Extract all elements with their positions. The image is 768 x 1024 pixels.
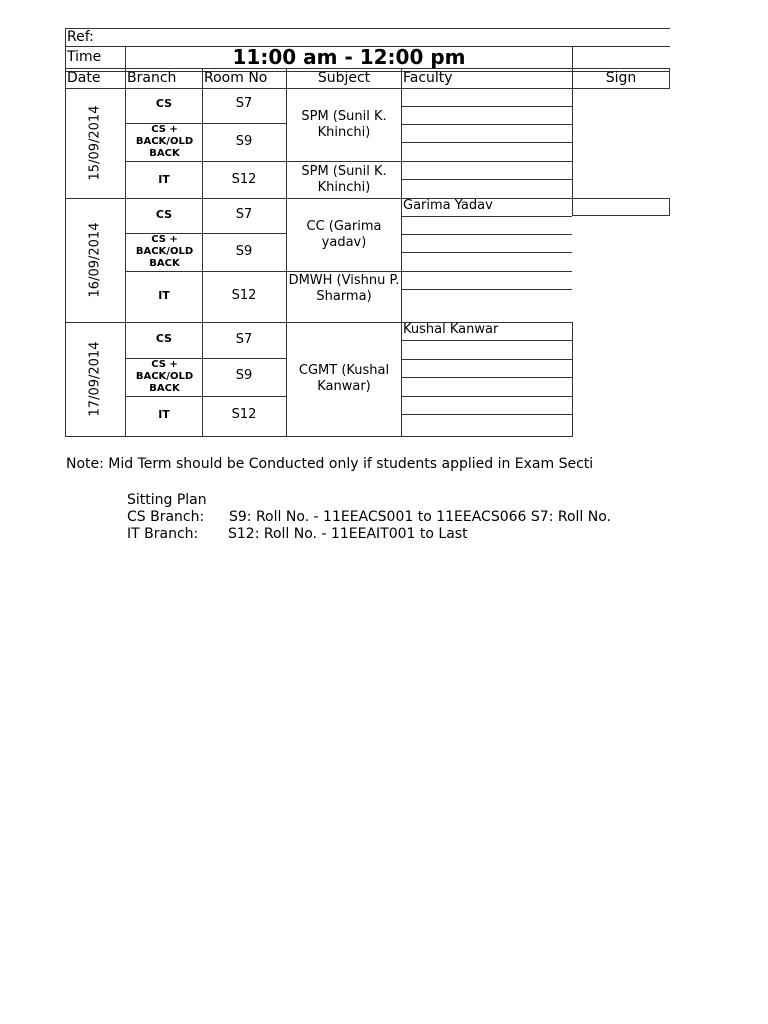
- ref-label: Ref:: [67, 29, 94, 45]
- grid-line: [401, 142, 572, 143]
- grid-line: [401, 216, 572, 217]
- branch-cell: CS + BACK/OLD BACK: [135, 124, 194, 159]
- date-cell: 15/09/2014: [87, 105, 103, 181]
- time-value: 11:00 am - 12:00 pm: [232, 45, 466, 69]
- it-branch-plan: S12: Roll No. - 11EEAIT001 to Last: [228, 526, 468, 542]
- exam-note: Note: Mid Term should be Conducted only if students applied in Exam Secti: [66, 456, 594, 472]
- grid-line: [125, 271, 402, 272]
- grid-line: [65, 88, 670, 89]
- room-cell: S9: [235, 368, 253, 383]
- room-cell: S7: [235, 207, 253, 222]
- branch-cell: CS: [155, 97, 173, 110]
- it-branch-label: IT Branch:: [127, 526, 199, 542]
- date-cell: 16/09/2014: [87, 222, 103, 298]
- room-cell: S7: [235, 332, 253, 347]
- date-cell: 17/09/2014: [87, 341, 103, 417]
- sitting-plan-title: Sitting Plan: [127, 492, 207, 508]
- grid-line: [401, 252, 572, 253]
- grid-line: [401, 396, 572, 397]
- grid-line: [572, 46, 573, 215]
- room-cell: S12: [231, 407, 257, 422]
- room-cell: S7: [235, 96, 253, 111]
- grid-line: [401, 179, 572, 180]
- column-header-faculty: Faculty: [403, 70, 453, 86]
- subject-cell: DMWH (Vishnu P. Sharma): [288, 273, 400, 304]
- column-header-branch: Branch: [127, 70, 177, 86]
- branch-cell: IT: [158, 173, 170, 186]
- cs-branch-label: CS Branch:: [127, 509, 205, 525]
- grid-line: [65, 28, 670, 29]
- room-cell: S12: [231, 172, 257, 187]
- grid-line: [65, 436, 573, 437]
- subject-cell: CC (Garima yadav): [306, 219, 382, 250]
- branch-cell: IT: [158, 408, 170, 421]
- room-cell: S9: [235, 134, 253, 149]
- grid-line: [401, 124, 572, 125]
- branch-cell: CS + BACK/OLD BACK: [135, 359, 194, 394]
- grid-line: [401, 414, 572, 415]
- grid-line: [401, 359, 572, 360]
- grid-line: [401, 271, 572, 272]
- branch-cell: CS + BACK/OLD BACK: [135, 234, 194, 269]
- grid-line: [669, 68, 670, 88]
- grid-line: [65, 198, 670, 199]
- grid-line: [572, 322, 573, 436]
- grid-line: [401, 234, 572, 235]
- grid-line: [401, 377, 572, 378]
- grid-line: [125, 161, 402, 162]
- column-header-date: Date: [67, 70, 101, 86]
- faculty-cell: Garima Yadav: [403, 198, 493, 213]
- faculty-cell: Kushal Kanwar: [403, 322, 499, 337]
- subject-cell: SPM (Sunil K. Khinchi): [301, 109, 387, 140]
- grid-line: [401, 161, 572, 162]
- room-cell: S12: [231, 288, 257, 303]
- time-label: Time: [67, 49, 102, 65]
- branch-cell: IT: [158, 289, 170, 302]
- room-cell: S9: [235, 244, 253, 259]
- branch-cell: CS: [155, 208, 173, 221]
- grid-line: [401, 340, 572, 341]
- column-header-room: Room No: [204, 70, 268, 86]
- grid-line: [65, 28, 66, 436]
- branch-cell: CS: [155, 332, 173, 345]
- grid-line: [401, 289, 572, 290]
- grid-line: [669, 198, 670, 215]
- column-header-subject: Subject: [317, 70, 371, 86]
- subject-cell: SPM (Sunil K. Khinchi): [301, 164, 387, 195]
- grid-line: [572, 215, 670, 216]
- column-header-sign: Sign: [605, 70, 637, 86]
- cs-branch-plan: S9: Roll No. - 11EEACS001 to 11EEACS066 S7: Roll No.: [229, 509, 611, 525]
- subject-cell: CGMT (Kushal Kanwar): [298, 363, 390, 394]
- grid-line: [125, 396, 287, 397]
- grid-line: [401, 106, 572, 107]
